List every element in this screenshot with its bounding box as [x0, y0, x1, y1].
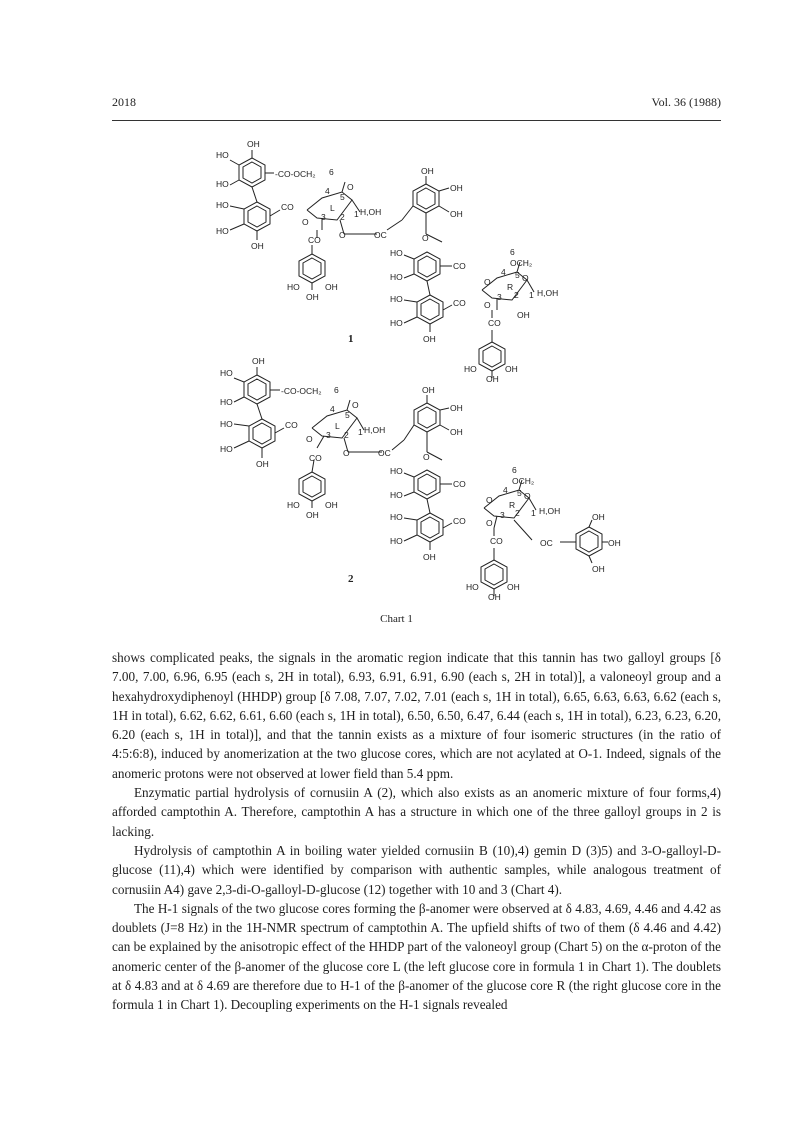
svg-text:O: O	[484, 277, 491, 287]
compound-2-label: 2	[348, 573, 354, 585]
svg-text:CO: CO	[453, 516, 466, 526]
chart-caption: Chart 1	[380, 613, 413, 625]
svg-text:HO: HO	[216, 226, 229, 236]
paragraph-3: Hydrolysis of camptothin A in boiling water yielded cornusiin B (10),4) gemin D (3)5) and 3-O-galloyl-D-glucose (11),4) which were identified by comparison with authentic samples, while analogous treatment of cornusiin A4) gave 2,3-di-O-galloyl-D-glucose (12) together with 10 and 3 (Chart 4).	[112, 842, 721, 897]
svg-text:3: 3	[321, 212, 326, 222]
page-number: 2018	[112, 95, 136, 109]
svg-text:OH: OH	[423, 334, 436, 344]
svg-text:HO: HO	[287, 500, 300, 510]
svg-text:OH: OH	[251, 241, 264, 251]
compound-1-label: 1	[348, 333, 354, 345]
svg-text:HO: HO	[216, 200, 229, 210]
chemical-structures-chart	[112, 130, 721, 630]
svg-text:HO: HO	[220, 397, 233, 407]
svg-text:2: 2	[340, 212, 345, 222]
svg-text:O: O	[423, 452, 430, 462]
header-rule	[112, 120, 721, 121]
svg-text:R: R	[509, 500, 516, 510]
svg-text:HO: HO	[390, 294, 403, 304]
svg-text:OH: OH	[592, 564, 605, 574]
svg-text:OH: OH	[488, 592, 501, 602]
svg-text:OC: OC	[540, 538, 553, 548]
svg-text:OH: OH	[507, 582, 520, 592]
svg-text:1: 1	[358, 427, 363, 437]
svg-text:OH: OH	[450, 209, 463, 219]
svg-text:R: R	[507, 282, 514, 292]
svg-text:OH: OH	[256, 459, 269, 469]
svg-text:HO: HO	[216, 179, 229, 189]
svg-text:OH: OH	[422, 385, 435, 395]
svg-text:O: O	[486, 495, 493, 505]
svg-text:6: 6	[510, 247, 515, 257]
svg-text:HO: HO	[287, 282, 300, 292]
svg-text:OH: OH	[247, 139, 260, 149]
svg-text:OH: OH	[450, 183, 463, 193]
svg-text:O: O	[339, 230, 346, 240]
svg-text:HO: HO	[220, 444, 233, 454]
svg-text:5: 5	[517, 488, 522, 498]
svg-text:CO: CO	[309, 453, 322, 463]
svg-text:HO: HO	[390, 466, 403, 476]
paragraph-1: shows complicated peaks, the signals in the aromatic region indicate that this tannin has two galloyl groups [δ 7.00, 7.00, 6.96, 6.95 (each s, 2H in total), 6.93, 6.91, 6.91, 6.90 (each s, 2H in total)], a valoneoyl group and a hexahydroxydiphenoyl (HHDP) group [δ 7.08, 7.07, 7.02, 7.01 (each s, 1H in total), 6.65, 6.63, 6.63, 6.62 (each s, 1H in total), 6.62, 6.62, 6.61, 6.60 (each s, 1H in total), 6.50, 6.50, 6.47, 6.44 (each s, 1H in total), 6.23, 6.23, 6.20, 6.20 (each s, 1H in total)], and that the tannin exists as a mixture of four isomeric structures (in the ratio of 4:5:6:8), induced by anomerization at the two glucose cores, which are not acylated at O-1. Indeed, signals of the anomeric protons were not observed at lower field than 5.4 ppm.	[112, 650, 721, 781]
svg-text:2: 2	[514, 290, 519, 300]
svg-text:CO: CO	[453, 479, 466, 489]
svg-text:HO: HO	[390, 536, 403, 546]
svg-text:4: 4	[503, 485, 508, 495]
svg-text:OH: OH	[505, 364, 518, 374]
svg-text:4: 4	[325, 186, 330, 196]
svg-text:5: 5	[515, 270, 520, 280]
svg-text:H,OH: H,OH	[364, 425, 386, 435]
svg-text:OH: OH	[325, 282, 338, 292]
svg-text:HO: HO	[216, 150, 229, 160]
journal-volume: Vol. 36 (1988)	[651, 95, 721, 109]
svg-text:HO: HO	[220, 368, 233, 378]
svg-text:-CO-OCH₂: -CO-OCH₂	[281, 386, 322, 396]
svg-text:O: O	[522, 273, 529, 283]
svg-text:OH: OH	[450, 427, 463, 437]
svg-text:4: 4	[501, 267, 506, 277]
svg-text:2: 2	[344, 430, 349, 440]
svg-text:OH: OH	[252, 356, 265, 366]
svg-text:H,OH: H,OH	[360, 207, 382, 217]
svg-text:4: 4	[330, 404, 335, 414]
svg-text:O: O	[422, 233, 429, 243]
svg-text:-CO-OCH₂: -CO-OCH₂	[275, 169, 316, 179]
svg-text:HO: HO	[466, 582, 479, 592]
svg-text:1: 1	[354, 209, 359, 219]
svg-text:O: O	[484, 300, 491, 310]
svg-text:CO: CO	[308, 235, 321, 245]
svg-text:3: 3	[326, 430, 331, 440]
svg-text:1: 1	[531, 508, 536, 518]
svg-text:HO: HO	[390, 490, 403, 500]
svg-text:CO: CO	[285, 420, 298, 430]
paragraph-4: The H-1 signals of the two glucose cores forming the β-anomer were observed at δ 4.83, 4.69, 4.46 and 4.42 as doublets (J=8 Hz) in the 1H-NMR spectrum of camptothin A. The upfield shifts of two of them (δ 4.46 and 4.42) can be explained by the anisotropic effect of the HHDP part of the valoneoyl group (Chart 5) on the α-proton of the anomeric center of the β-anomer of the glucose core L (the left glucose core in formula 1 in Chart 1). The doublets at δ 4.83 and at δ 4.69 are therefore due to H-1 of the β-anomer of the glucose core R (the right glucose core in the formula 1 in Chart 1). Decoupling experiments on the H-1 signals revealed	[112, 900, 721, 1013]
svg-text:HO: HO	[464, 364, 477, 374]
svg-text:HO: HO	[390, 272, 403, 282]
svg-text:OC: OC	[374, 230, 387, 240]
svg-text:5: 5	[340, 192, 345, 202]
svg-text:O: O	[306, 434, 313, 444]
svg-text:O: O	[302, 217, 309, 227]
svg-text:O: O	[352, 400, 359, 410]
compound-1-structure	[216, 139, 558, 384]
svg-text:OH: OH	[306, 292, 319, 302]
svg-text:OH: OH	[450, 403, 463, 413]
svg-text:OH: OH	[486, 374, 499, 384]
svg-text:CO: CO	[453, 298, 466, 308]
svg-text:6: 6	[334, 385, 339, 395]
compound-2-structure	[220, 356, 621, 602]
svg-text:HO: HO	[390, 512, 403, 522]
svg-text:HO: HO	[220, 419, 233, 429]
svg-text:OH: OH	[423, 552, 436, 562]
svg-text:3: 3	[497, 292, 502, 302]
svg-text:O: O	[524, 491, 531, 501]
svg-text:OCH₂: OCH₂	[512, 476, 535, 486]
svg-text:OH: OH	[517, 310, 530, 320]
svg-text:HO: HO	[390, 248, 403, 258]
svg-text:1: 1	[529, 290, 534, 300]
svg-text:CO: CO	[453, 261, 466, 271]
svg-text:OH: OH	[306, 510, 319, 520]
svg-text:H,OH: H,OH	[539, 506, 561, 516]
svg-text:CO: CO	[490, 536, 503, 546]
svg-text:L: L	[335, 421, 340, 431]
chemical-structures-svg	[112, 130, 721, 630]
svg-text:OH: OH	[421, 166, 434, 176]
svg-text:CO: CO	[488, 318, 501, 328]
body-text	[112, 648, 721, 1015]
svg-text:6: 6	[512, 465, 517, 475]
svg-text:O: O	[347, 182, 354, 192]
svg-text:OC: OC	[378, 448, 391, 458]
svg-text:3: 3	[500, 510, 505, 520]
svg-text:HO: HO	[390, 318, 403, 328]
svg-text:OCH₂: OCH₂	[510, 258, 533, 268]
svg-text:L: L	[330, 203, 335, 213]
svg-text:O: O	[343, 448, 350, 458]
svg-text:O: O	[486, 518, 493, 528]
svg-text:6: 6	[329, 167, 334, 177]
svg-text:OH: OH	[608, 538, 621, 548]
svg-text:OH: OH	[592, 512, 605, 522]
svg-text:5: 5	[345, 410, 350, 420]
paragraph-2: Enzymatic partial hydrolysis of cornusiin A (2), which also exists as an anomeric mixture of four forms,4) afforded camptothin A. Therefore, camptothin A has a structure in which one of the three galloyl groups in 2 is lacking.	[112, 785, 721, 839]
svg-text:OH: OH	[325, 500, 338, 510]
svg-text:H,OH: H,OH	[537, 288, 559, 298]
svg-text:2: 2	[515, 508, 520, 518]
svg-text:CO: CO	[281, 202, 294, 212]
